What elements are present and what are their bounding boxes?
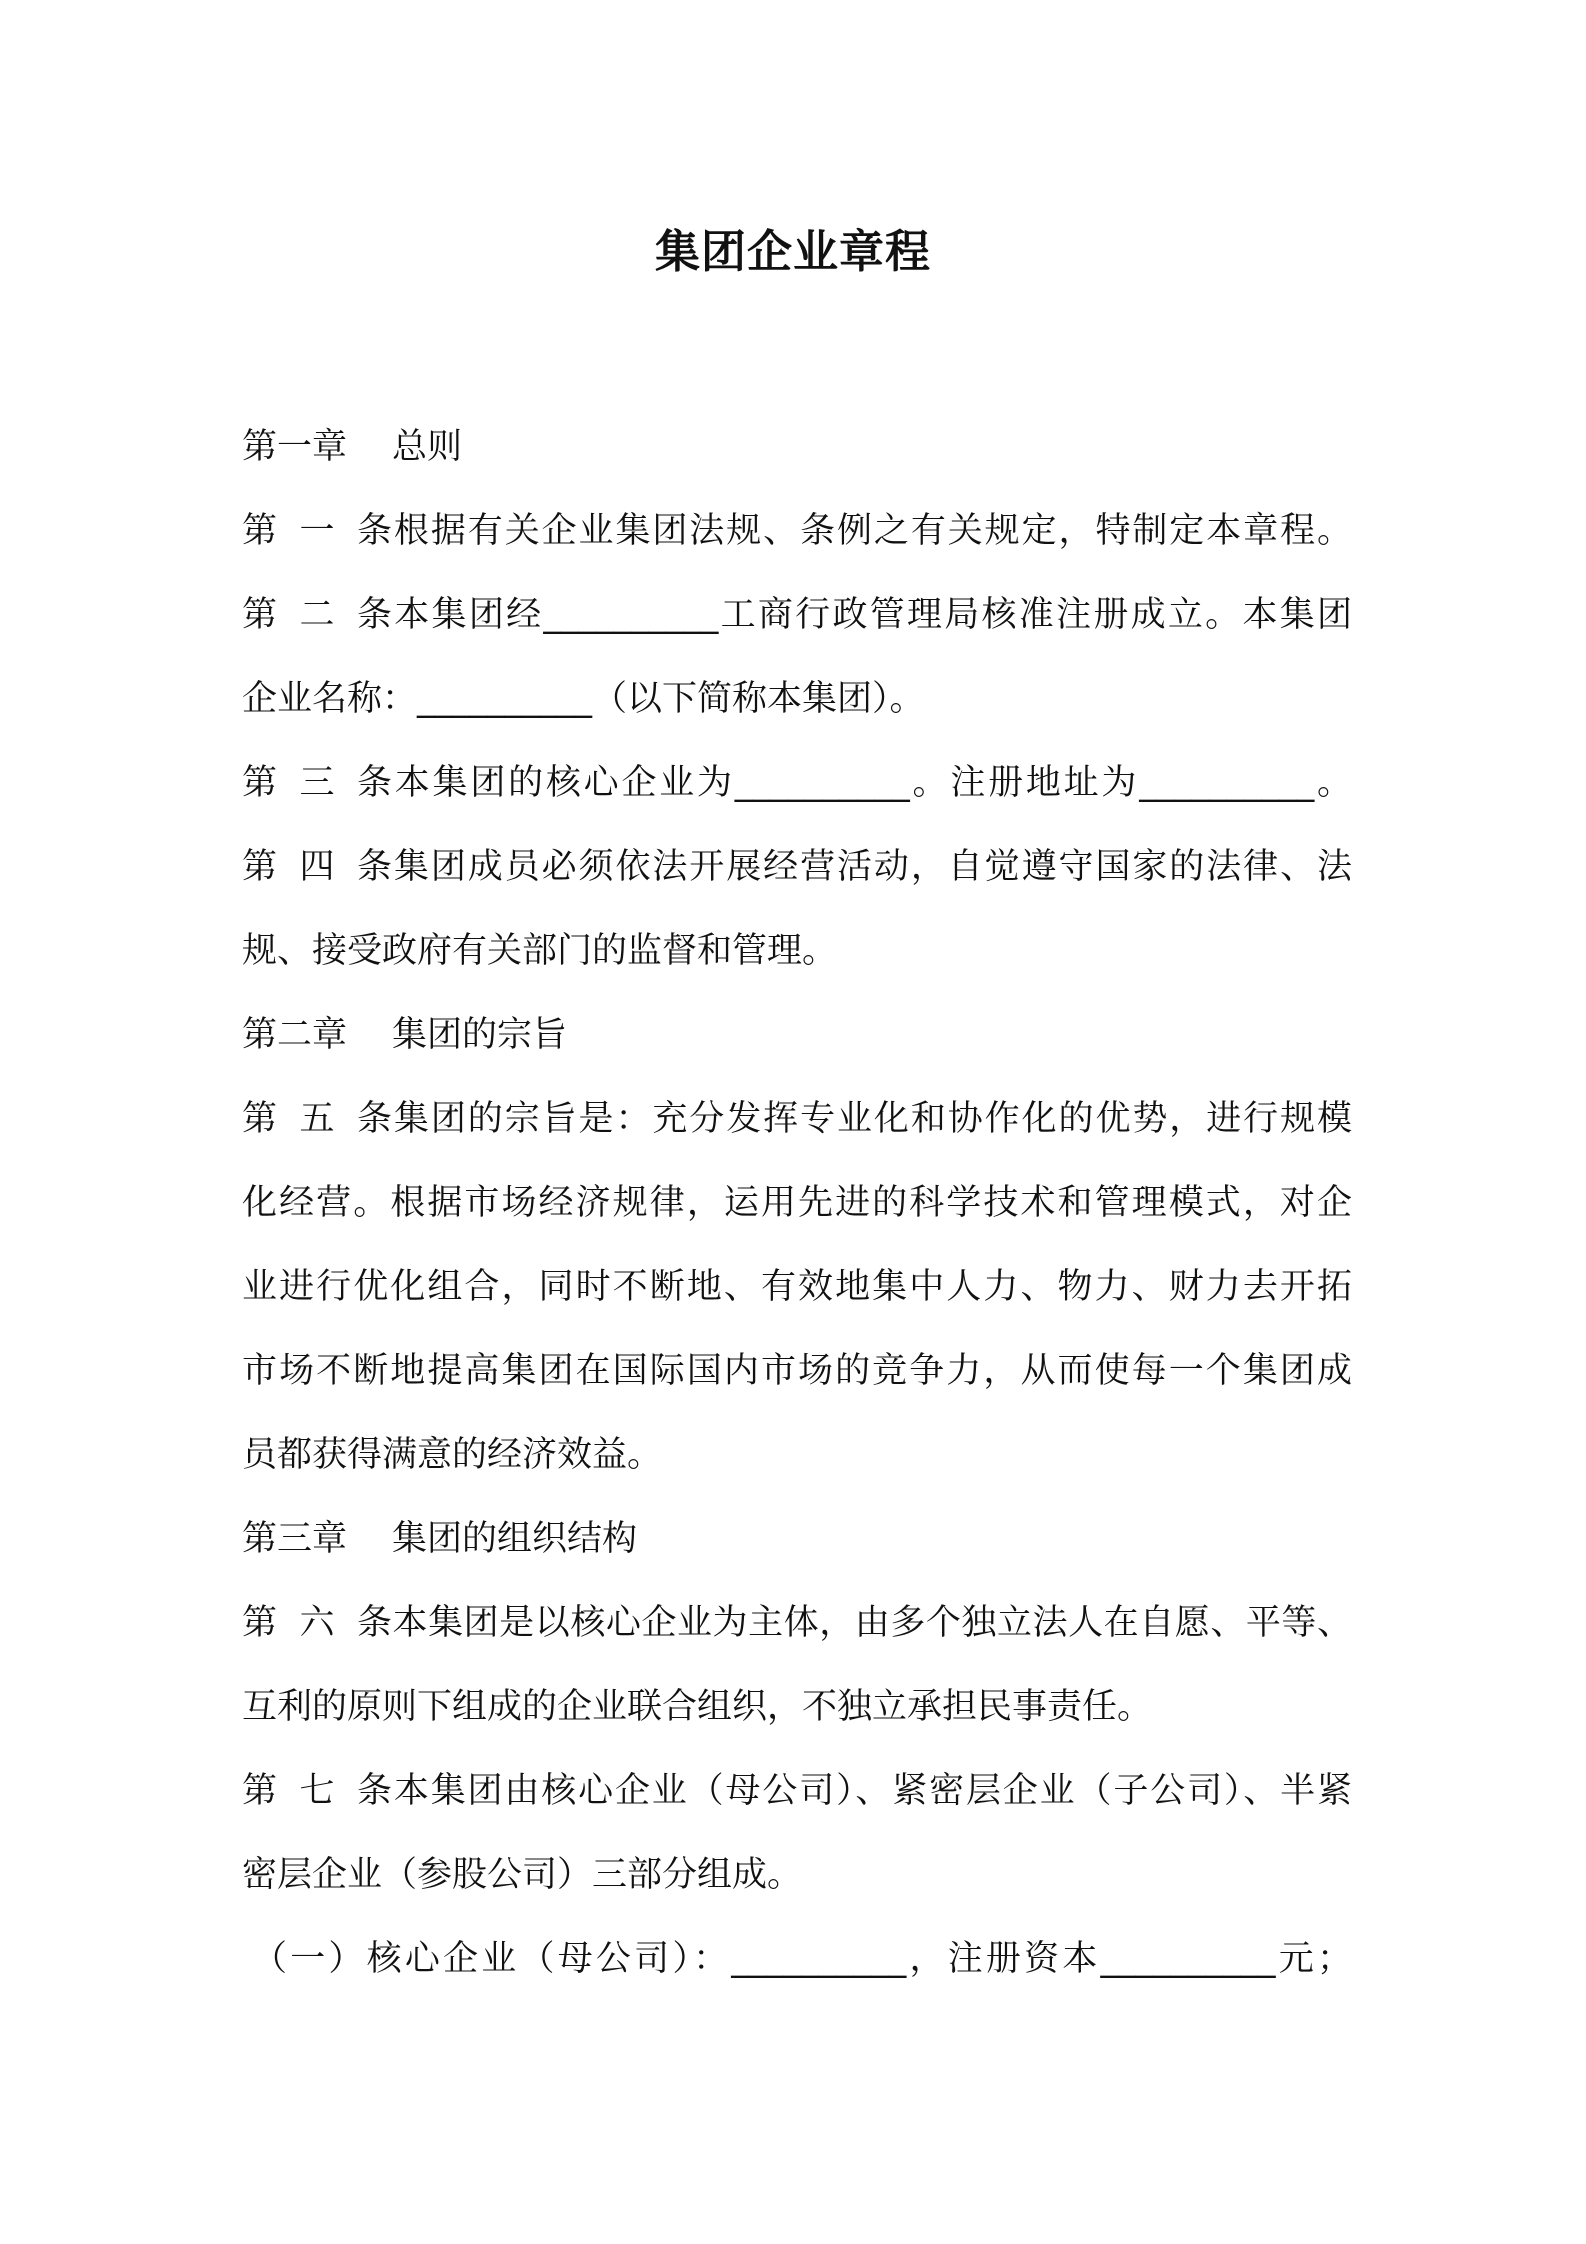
- line-text: 本集团的核心企业为__________。注册地址为__________。: [392, 763, 1352, 803]
- article-6: [242, 1581, 1352, 1665]
- line-text: 集团成员必须依法开展经营活动，自觉遵守国家的法律、法: [392, 847, 1352, 887]
- chapter-heading-1: [242, 405, 1352, 489]
- article-1: [242, 489, 1352, 573]
- line-text: 市场不断地提高集团在国际国内市场的竞争力，从而使每一个集团成: [242, 1351, 1352, 1391]
- line-text: 员都获得满意的经济效益。: [242, 1435, 663, 1475]
- line-text: 集团的宗旨: [392, 1015, 568, 1055]
- line-text: 根据有关企业集团法规、条例之有关规定，特制定本章程。: [392, 511, 1352, 551]
- article-7: [242, 1749, 1352, 1833]
- line-label: 第二条: [242, 595, 392, 635]
- line-text: 企业名称：__________（以下简称本集团）。: [242, 679, 925, 719]
- line-label: 第三条: [242, 763, 392, 803]
- line-text: 集团的组织结构: [392, 1519, 638, 1559]
- article-5-continued-3: [242, 1329, 1352, 1413]
- article-3: [242, 741, 1352, 825]
- article-6-continued: [242, 1665, 1352, 1749]
- document-body: [242, 405, 1352, 2001]
- line-label: 第一条: [242, 511, 392, 551]
- line-text: 业进行优化组合，同时不断地、有效地集中人力、物力、财力去开拓: [242, 1267, 1352, 1307]
- article-5-continued-2: [242, 1245, 1352, 1329]
- chapter-heading-2: [242, 993, 1352, 1077]
- line-label: 第五条: [242, 1099, 392, 1139]
- line-label: 第六条: [242, 1603, 392, 1643]
- article-2: [242, 573, 1352, 657]
- line-label: 第一章: [242, 427, 348, 467]
- article-2-continued: [242, 657, 1352, 741]
- line-text: （一）核心企业（母公司）：__________，注册资本__________元；: [252, 1939, 1352, 1979]
- line-label: 第二章: [242, 1015, 348, 1055]
- line-label: 第四条: [242, 847, 392, 887]
- chapter-heading-3: [242, 1497, 1352, 1581]
- line-label: 第七条: [242, 1771, 392, 1811]
- article-5: [242, 1077, 1352, 1161]
- line-text: 规、接受政府有关部门的监督和管理。: [242, 931, 838, 971]
- line-text: 本集团是以核心企业为主体，由多个独立法人在自愿、平等、: [392, 1603, 1352, 1643]
- line-text: 集团的宗旨是：充分发挥专业化和协作化的优势，进行规模: [392, 1099, 1352, 1139]
- article-7-item-1: [242, 1917, 1352, 2001]
- document-title: 集团企业章程: [654, 225, 931, 278]
- line-text: 本集团经__________工商行政管理局核准注册成立。本集团: [392, 595, 1352, 635]
- line-text: 总则: [392, 427, 463, 467]
- article-4: [242, 825, 1352, 909]
- article-5-continued-1: [242, 1161, 1352, 1245]
- article-5-continued-4: [242, 1413, 1352, 1497]
- line-text: 互利的原则下组成的企业联合组织，不独立承担民事责任。: [242, 1687, 1153, 1727]
- line-text: 本集团由核心企业（母公司）、紧密层企业（子公司）、半紧: [392, 1771, 1352, 1811]
- line-text: 化经营。根据市场经济规律，运用先进的科学技术和管理模式，对企: [242, 1183, 1352, 1223]
- article-4-continued: [242, 909, 1352, 993]
- line-label: 第三章: [242, 1519, 348, 1559]
- article-7-continued: [242, 1833, 1352, 1917]
- line-text: 密层企业（参股公司）三部分组成。: [242, 1855, 803, 1895]
